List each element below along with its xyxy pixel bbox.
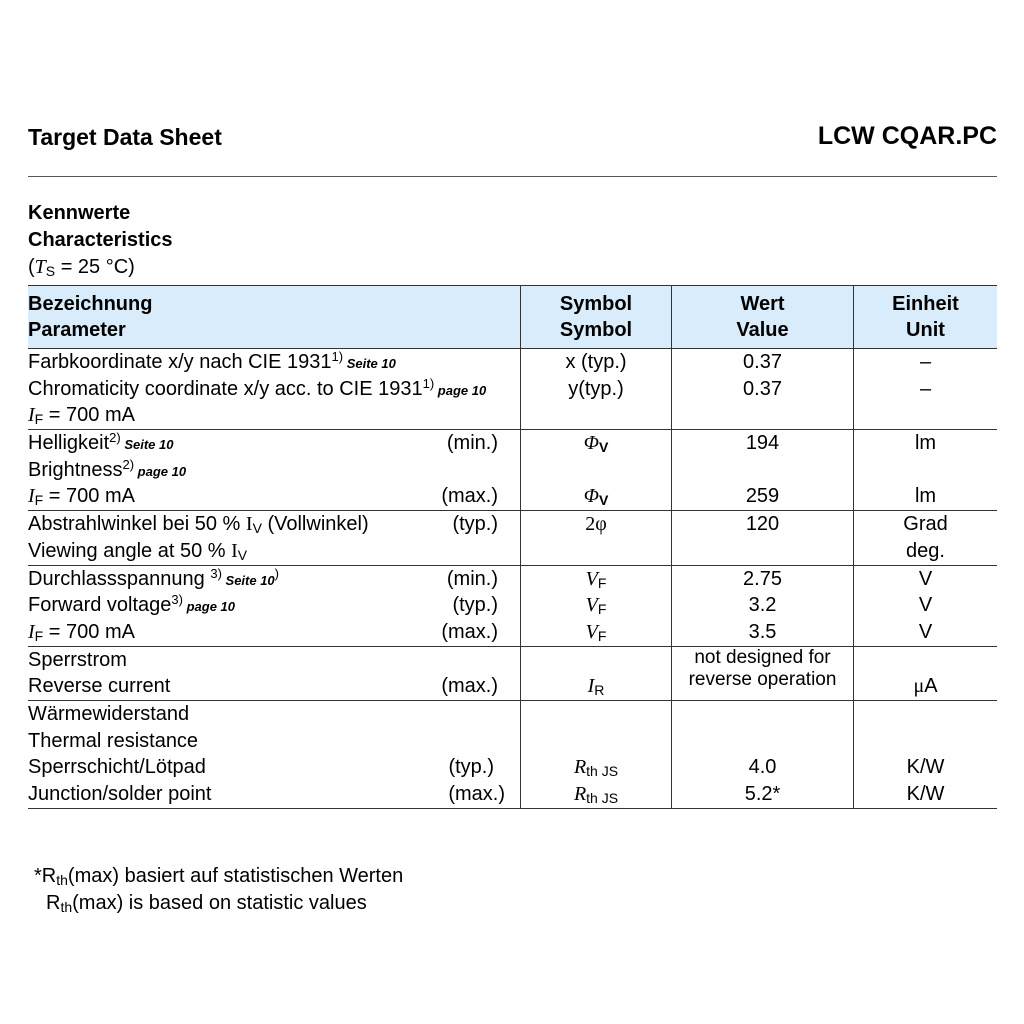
test-condition: ($T_S = 25$ °C) xyxy=(28,256,135,279)
symbol-chromaticity: x (typ.) y(typ.) xyxy=(521,349,672,430)
value-reverse-current: not designed for reverse operation xyxy=(672,646,854,700)
table-row xyxy=(28,349,997,430)
param-brightness: Helligkeit$^{2)}$ Seite 10 (min.) Brightness$^{2)}$ page 10 $I_F = 700$ mA (max.) xyxy=(28,430,521,511)
section-title-de: Kennwerte xyxy=(28,202,131,224)
table-row xyxy=(28,646,997,700)
characteristics-table xyxy=(28,285,997,809)
footnote-de: $*R_{th}(\max)$ basiert auf statistischen Werten xyxy=(34,865,404,888)
unit-thermal-resistance: K/W K/W xyxy=(906,756,945,805)
header-value: Wert Value xyxy=(672,286,854,349)
param-reverse-current: Sperrstrom Reverse current (max.) xyxy=(28,646,521,700)
table-row xyxy=(28,565,997,646)
symbol-forward-voltage: $V_F$ $V_F$ $V_F$ xyxy=(521,565,672,646)
symbol-viewing-angle: 2φ xyxy=(521,511,672,565)
unit-forward-voltage: V V V xyxy=(918,567,933,643)
param-forward-voltage: Durchlassspannung $^{3)}$ Seite 10) (min.) Forward voltage$^{3)}$ page 10 (typ.) $I_F = 700$ mA (max.) xyxy=(28,565,521,646)
symbol-brightness: $\Phi_V$ $\Phi_V$ xyxy=(521,430,672,511)
part-number: LCW CQAR.PC xyxy=(817,122,997,150)
unit-brightness: lm lm xyxy=(914,432,937,508)
param-viewing-angle: Abstrahlwinkel bei 50 % $I_V$ (Vollwinkel) (typ.) Viewing angle at 50 % $I_V$ xyxy=(28,511,521,565)
value-brightness: 194 259 xyxy=(672,430,854,511)
value-viewing-angle: 120 xyxy=(672,511,854,565)
footnote xyxy=(34,863,403,917)
footnote-en: $R_{th}(\max)$ is based on statistic values xyxy=(46,892,367,915)
value-chromaticity: 0.37 0.37 xyxy=(672,349,854,430)
param-thermal-resistance: Wärmewiderstand Thermal resistance Sperrschicht/Lötpad (typ.) Junction/solder point (max.) xyxy=(28,700,521,808)
symbol-thermal-resistance: $R_{th JS}$ $R_{th JS}$ xyxy=(521,700,672,808)
section-title-en: Characteristics xyxy=(28,229,173,251)
section-heading xyxy=(28,200,173,281)
header-parameter: Bezeichnung Parameter xyxy=(28,286,521,349)
param-chromaticity: Farbkoordinate x/y nach CIE 1931$^{1)}$ Seite 10 Chromaticity coordinate x/y acc. to CIE 1931$^{1)}$ page 10 $I_F = 700$ mA xyxy=(28,349,521,430)
document-title: Target Data Sheet xyxy=(28,124,222,150)
table-row xyxy=(28,700,997,808)
unit-reverse-current: μA xyxy=(913,675,938,698)
table-row xyxy=(28,430,997,511)
header-symbol: Symbol Symbol xyxy=(521,286,672,349)
table-header-row xyxy=(28,286,997,349)
value-thermal-resistance: 4.0 5.2* xyxy=(672,700,854,808)
header-divider xyxy=(28,176,997,177)
page-header xyxy=(28,124,997,154)
unit-viewing-angle: Grad deg. xyxy=(903,513,948,562)
value-forward-voltage: 2.75 3.2 3.5 xyxy=(672,565,854,646)
symbol-reverse-current: $I_R$ xyxy=(521,646,672,700)
table-row xyxy=(28,511,997,565)
header-unit: Einheit Unit xyxy=(854,286,998,349)
unit-chromaticity: – – xyxy=(919,351,932,400)
